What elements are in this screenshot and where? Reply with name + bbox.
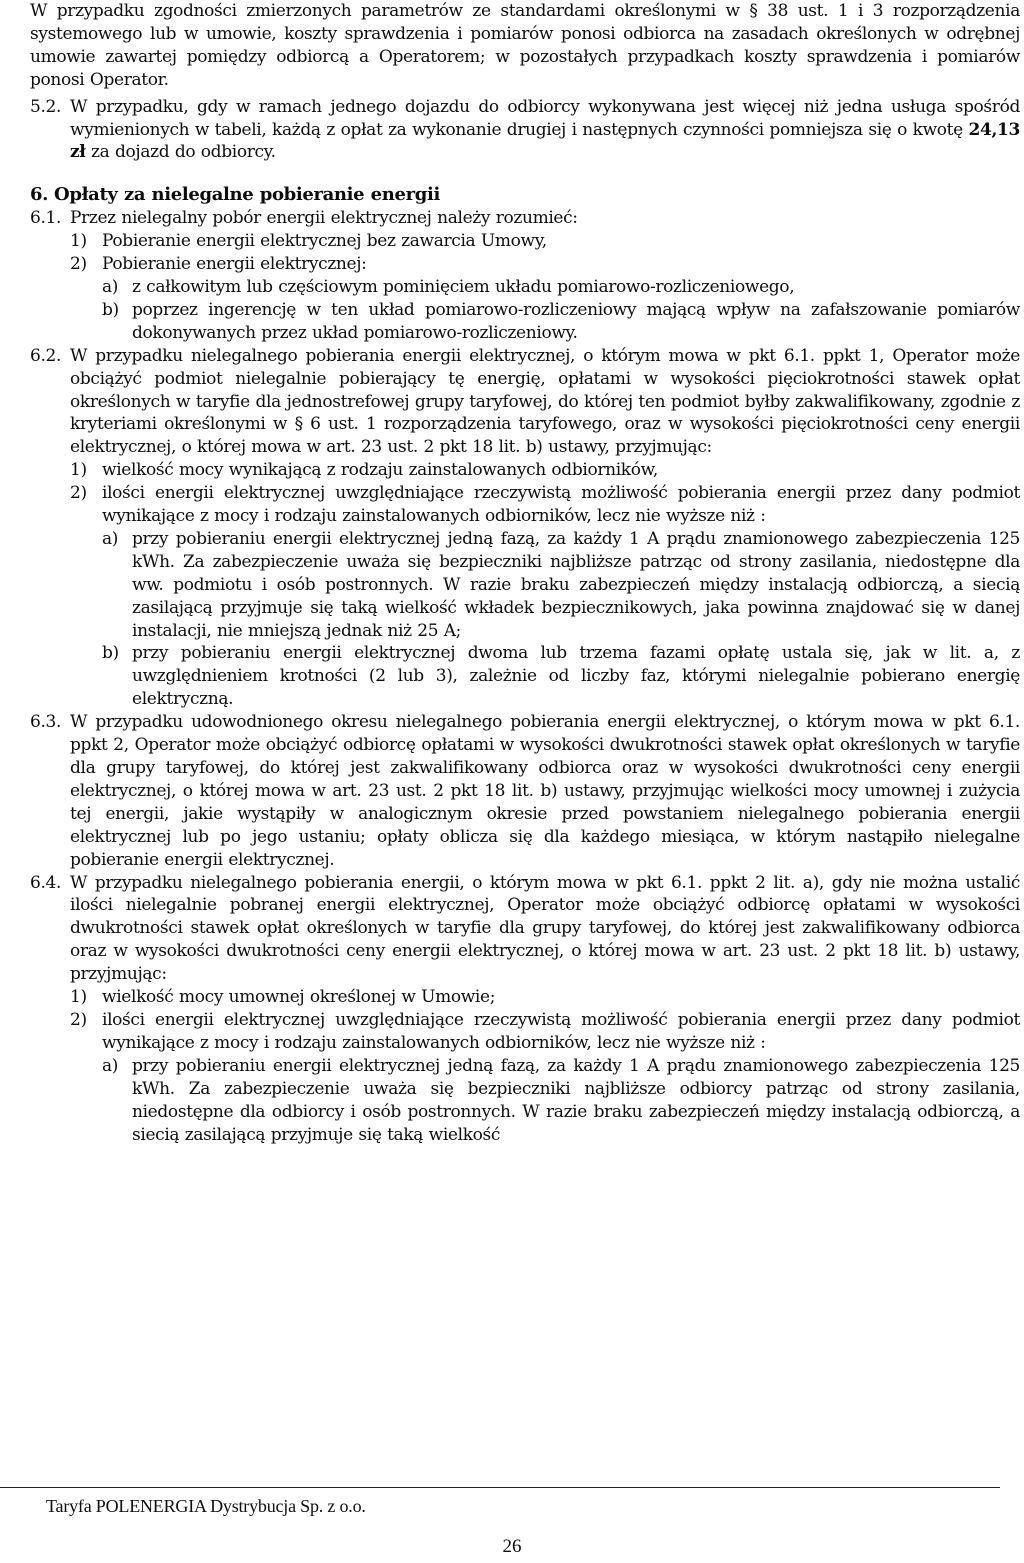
list-marker: a) — [102, 1055, 119, 1076]
list-item — [70, 1009, 1020, 1055]
section-number: 6.2. — [30, 345, 62, 366]
heading-number: 6. — [30, 184, 49, 206]
list-item-text: wielkość mocy umownej określonej w Umowie; — [102, 987, 496, 1008]
list-item-text: poprzez ingerencję w ten układ pomiarowo-rozliczeniowy mającą wpływ na zafałszowanie pomiarów dokonywanych przez układ pomiarowo-rozliczeniowy. — [132, 299, 1020, 343]
list-item — [70, 230, 1020, 253]
intro-paragraph: W przypadku zgodności zmierzonych parametrów ze standardami określonymi w § 38 ust. 1 i 3 rozporządzenia systemowego lub w umowie, koszty sprawdzenia i pomiarów ponosi odbiorca na zasadach określonych w odrębnej umowie zawartej pomiędzy odbiorcą a Operatorem; w pozostałych przypadkach koszty sprawdzenia i pomiarów ponosi Operator. — [30, 1, 1020, 90]
list-item — [70, 459, 1020, 482]
section-text: Przez nielegalny pobór energii elektrycznej należy rozumieć: — [70, 208, 578, 229]
list-item-text: z całkowitym lub częściowym pominięciem układu pomiarowo-rozliczeniowego, — [132, 276, 795, 297]
sub-list-item — [102, 299, 1020, 345]
list-item-text: ilości energii elektrycznej uwzględniające rzeczywistą możliwość pobierania energii przez dany podmiot wynikające z mocy i rodzaju zainstalowanych odbiorników, lecz nie wyższe niż : — [102, 483, 1020, 527]
list-marker: a) — [102, 276, 119, 297]
list-marker: 2) — [70, 254, 87, 275]
section-number: 5.2. — [30, 96, 62, 117]
section-5-2 — [30, 96, 1020, 165]
section-text: W przypadku nielegalnego pobierania energii, o którym mowa w pkt 6.1. ppkt 2 lit. a), gdy nie można ustalić ilości nielegalnie pobranej energii elektrycznej, Operator może obciążyć odbiorcę opłatami w wysokości dwukrotności stawek opłat określonych w taryfie dla grupy taryfowej, do której jest zakwalifikowany odbiorca oraz w wysokości dwukrotności ceny energii elektrycznej, o której mowa w art. 23 ust. 2 pkt 18 lit. b) ustawy, przyjmując: — [70, 872, 1020, 985]
list-item-text: Pobieranie energii elektrycznej bez zawarcia Umowy, — [102, 231, 547, 252]
footer-company: Taryfa POLENERGIA Dystrybucja Sp. z o.o. — [46, 1496, 366, 1516]
section-6-1 — [30, 207, 1020, 230]
list-marker: 1) — [70, 460, 87, 481]
section-text: W przypadku nielegalnego pobierania energii elektrycznej, o którym mowa w pkt 6.1. ppkt 1, Operator może obciążyć podmiot nielegalnie pobierający tę energię, opłatami w wysokości pięciokrotności stawek opłat określonych w taryfie dla jednostrefowej grupy taryfowej, do której ten podmiot byłby zakwalifikowany, zgodnie z kryteriami określonymi w § 6 ust. 1 rozporządzenia taryfowego, oraz w wysokości pięciokrotności ceny energii elektrycznej, o której mowa w art. 23 ust. 2 pkt 18 lit. b) ustawy, przyjmując: — [70, 345, 1020, 458]
list-item — [70, 986, 1020, 1009]
list-item-text: ilości energii elektrycznej uwzględniające rzeczywistą możliwość pobierania energii przez dany podmiot wynikające z mocy i rodzaju zainstalowanych odbiorników, lecz nie wyższe niż : — [102, 1009, 1020, 1053]
list-item-text: Pobieranie energii elektrycznej: — [102, 254, 367, 275]
sub-list-item — [102, 276, 1020, 299]
list-item-text: przy pobieraniu energii elektrycznej jedną fazą, za każdy 1 A prądu znamionowego zabezpieczenia 125 kWh. Za zabezpieczenie uważa się bezpieczniki najbliższe odbiorcy patrząc od strony zasilania, niedostępne dla odbiorcy i osób postronnych. W razie braku zabezpieczeń między instalacją odbiorczą, a siecią zasilającą przyjmuje się taką wielkość — [132, 1055, 1020, 1145]
section-text — [70, 96, 1020, 165]
sub-list-item — [102, 1055, 1020, 1147]
document-page — [30, 0, 1020, 1146]
list-marker: a) — [102, 528, 119, 549]
section-6-3 — [30, 711, 1020, 871]
section-text-part: W przypadku, gdy w ramach jednego dojazdu do odbiorcy wykonywana jest więcej niż jedna usługa spośród wymienionych w tabeli, każdą z opłat za wykonanie drugiej i następnych czynności pomniejsza się o kwotę — [70, 96, 1020, 140]
list-item-text: wielkość mocy wynikającą z rodzaju zainstalowanych odbiorników, — [102, 460, 658, 481]
page-number: 26 — [502, 1536, 522, 1557]
list-marker: 1) — [70, 231, 87, 252]
section-number: 6.4. — [30, 872, 62, 893]
list-item — [70, 253, 1020, 276]
list-marker: b) — [102, 643, 119, 664]
list-item-text: przy pobieraniu energii elektrycznej jedną fazą, za każdy 1 A prądu znamionowego zabezpieczenia 125 kWh. Za zabezpieczenie uważa się bezpieczniki najbliższe patrząc od strony zasilania, niedostępne dla ww. podmiotu i osób postronnych. W razie braku zabezpieczeń między instalacją odbiorczą, a siecią zasilającą przyjmuje się taką wielkość wkładek bezpiecznikowych, jaka powinna znajdować się w danej instalacji, nie mniejszą jednak niż 25 A; — [132, 528, 1020, 641]
heading-title: Opłaty za nielegalne pobieranie energii — [54, 184, 440, 206]
list-marker: 1) — [70, 987, 87, 1008]
section-6-4 — [30, 872, 1020, 987]
list-marker: b) — [102, 299, 119, 320]
amount-value: 24,13 zł — [70, 119, 1020, 163]
list-marker: 2) — [70, 483, 87, 504]
section-number: 6.1. — [30, 208, 62, 229]
section-6-2 — [30, 345, 1020, 460]
section-text: W przypadku udowodnionego okresu nielegalnego pobierania energii elektrycznej, o którym mowa w pkt 6.1. ppkt 2, Operator może obciążyć odbiorcę opłatami w wysokości dwukrotności stawek opłat określonych w taryfie dla grupy taryfowej, do której jest zakwalifikowany odbiorca oraz w wysokości dwukrotności ceny energii elektrycznej, o której mowa w art. 23 ust. 2 pkt 18 lit. b) ustawy, przyjmując wielkości mocy umownej i zużycia tej energii, jakie wystąpiły w analogicznym okresie przed powstaniem nielegalnego pobierania energii elektrycznej lub po jego ustaniu; opłaty oblicza się dla każdego miesiąca, w którym nastąpiło nielegalne pobieranie energii elektrycznej. — [70, 712, 1020, 870]
list-item-text: przy pobieraniu energii elektrycznej dwoma lub trzema fazami opłatę ustala się, jak w lit. a, z uwzględnieniem krotności (2 lub 3), zależnie od liczby faz, którymi nielegalnie pobierano energię elektryczną. — [132, 643, 1020, 710]
sub-list-item — [102, 642, 1020, 711]
sub-list-item — [102, 528, 1020, 643]
section-text-part: za dojazd do odbiorcy. — [85, 142, 276, 163]
list-marker: 2) — [70, 1009, 87, 1030]
footer-divider — [0, 1487, 1000, 1488]
list-item — [70, 482, 1020, 528]
section-6-heading — [30, 184, 1020, 207]
section-number: 6.3. — [30, 712, 62, 733]
